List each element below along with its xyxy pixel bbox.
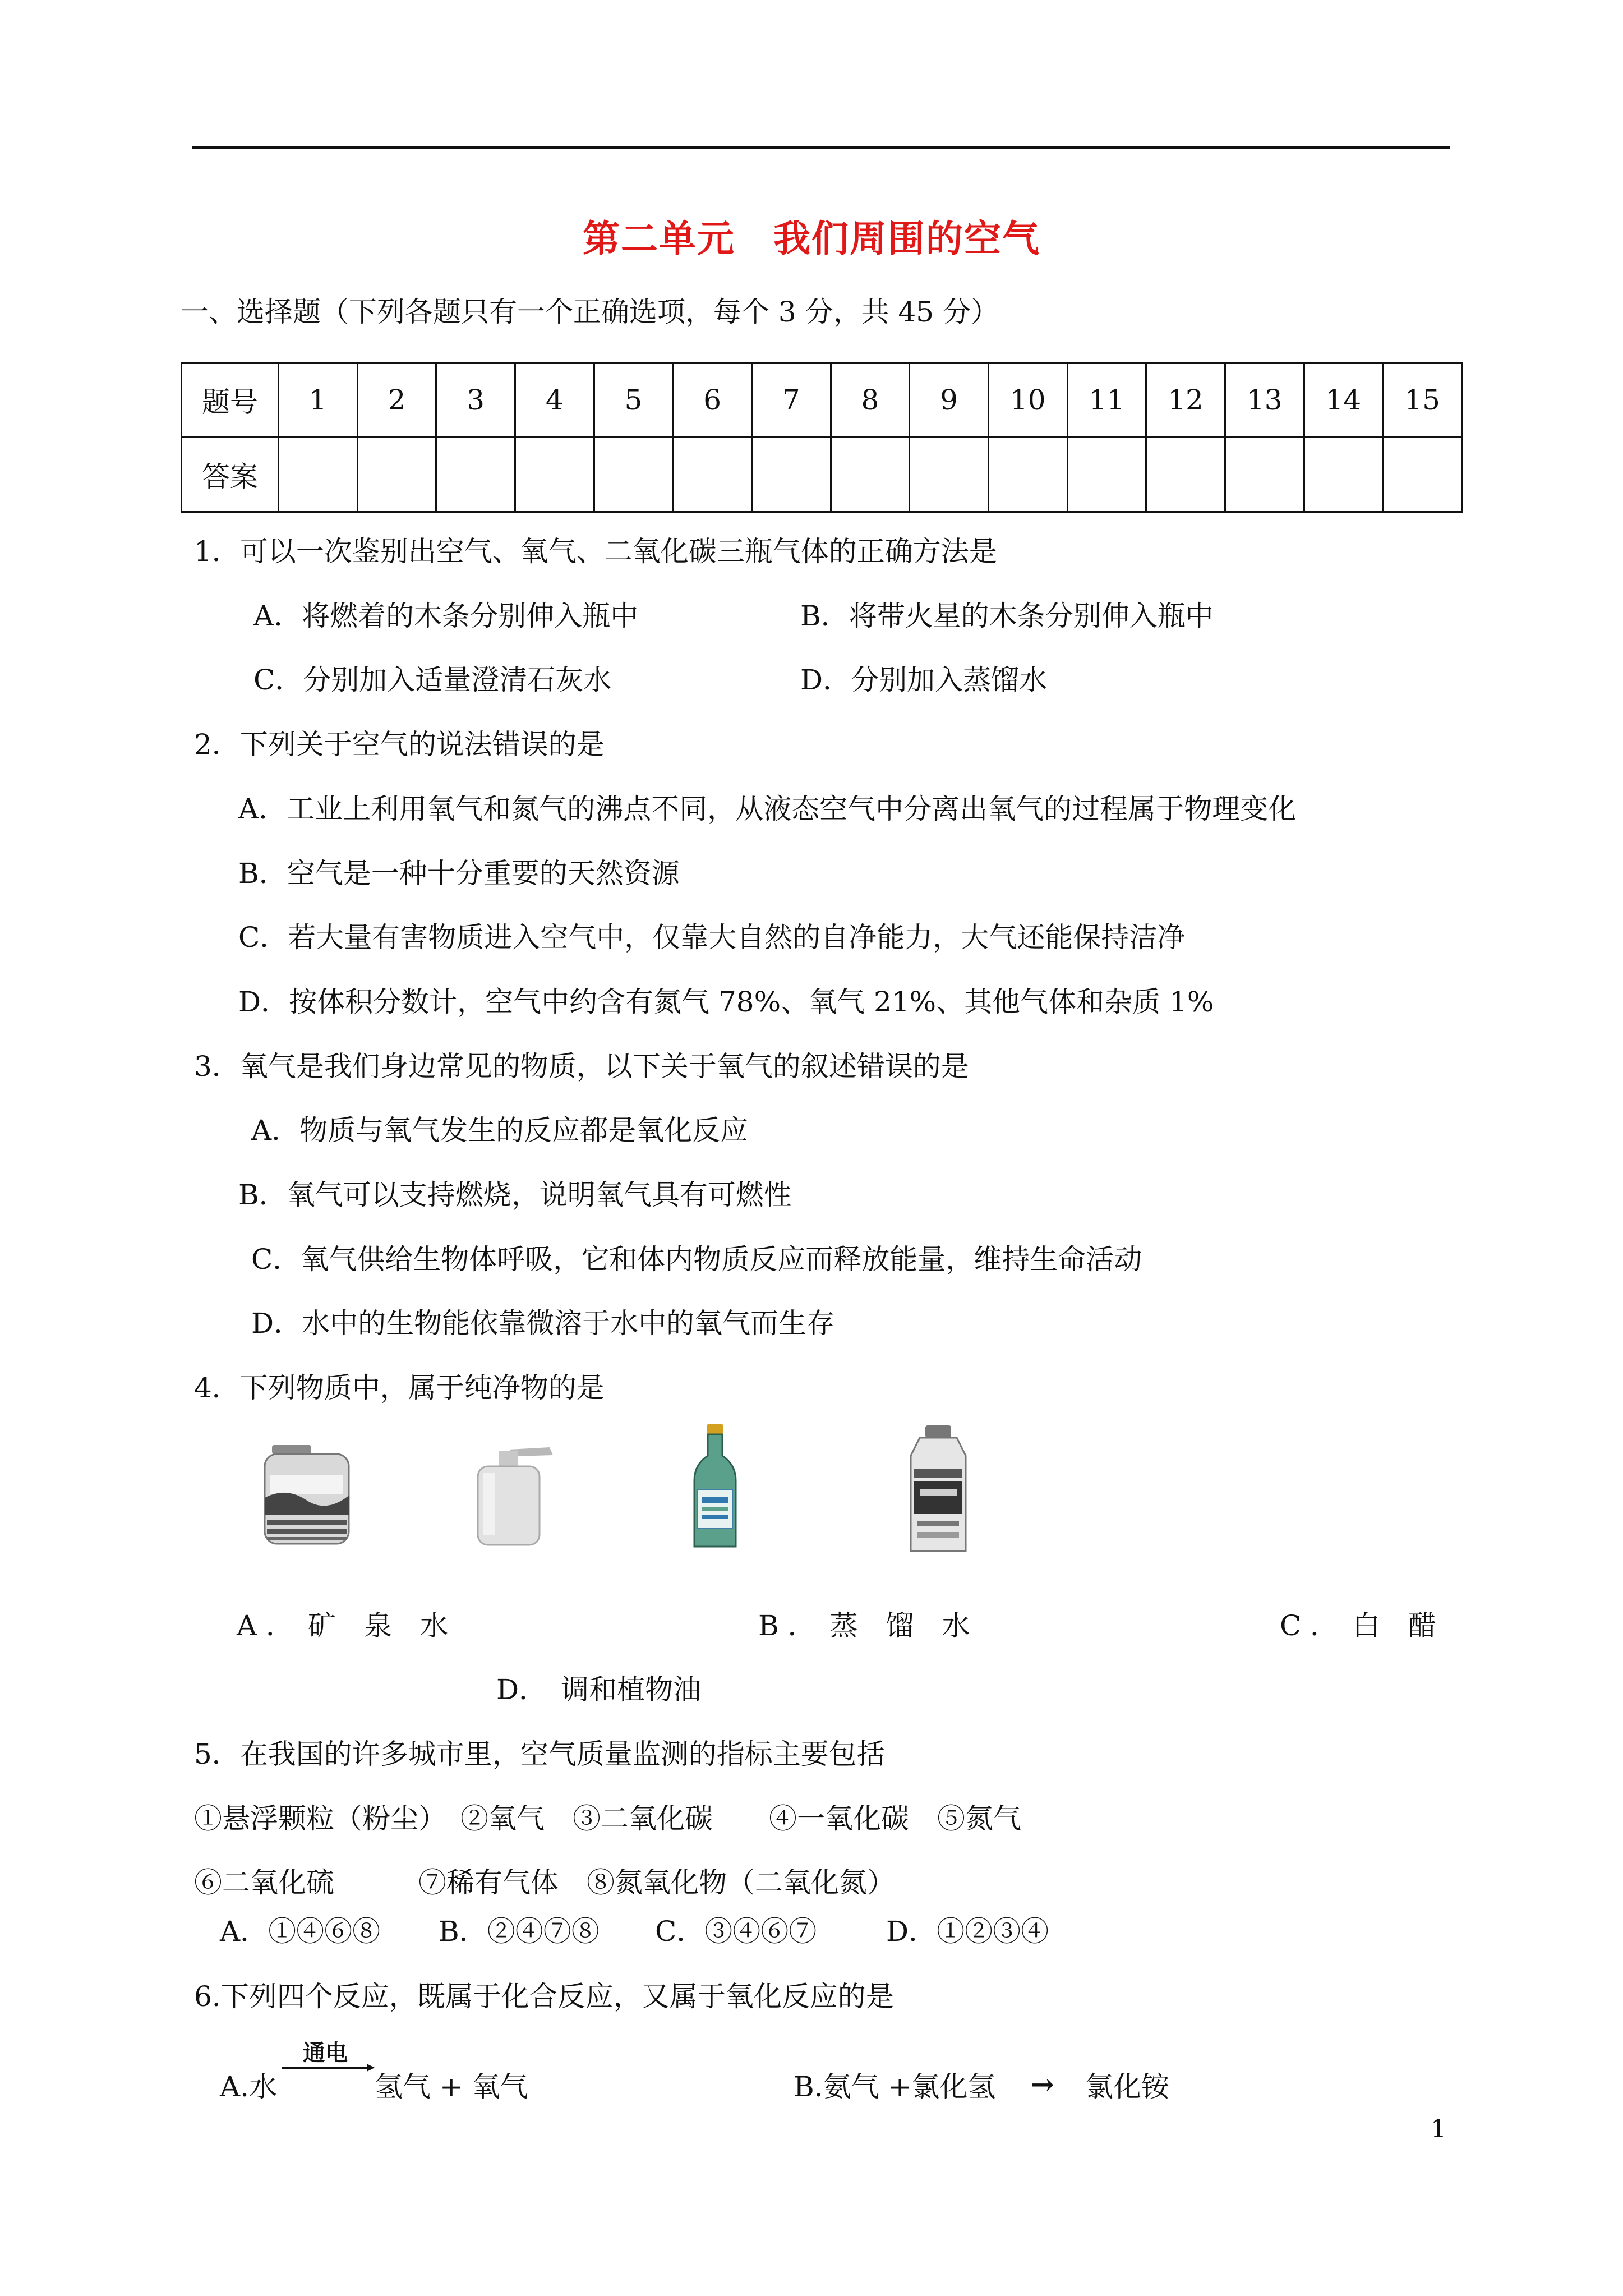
page-title: 第二单元 我们周围的空气 [583,217,1040,260]
answer-cell[interactable] [673,438,752,512]
q4-option-b: B ． 蒸 馏 水 [758,1609,970,1642]
answer-cell[interactable] [1225,438,1304,512]
q5-items-line2: ⑥二氧化硫 ⑦稀有气体 ⑧氮氧化物（二氧化氮） [194,1866,895,1899]
table-cell: 8 [831,363,910,438]
q3-option-d: D．水中的生物能依靠微溶于水中的氧气而生存 [251,1307,835,1340]
answer-cell[interactable] [1146,438,1225,512]
table-row [182,363,1462,438]
table-cell: 11 [1067,363,1146,438]
table-cell: 14 [1304,363,1383,438]
q3-option-a: A．物质与氧气发生的反应都是氧化反应 [251,1114,749,1147]
q3-option-c: C．氧气供给生物体呼吸，它和体内物质反应而释放能量，维持生命活动 [251,1243,1142,1276]
q3-stem: 3．氧气是我们身边常见的物质，以下关于氧气的叙述错误的是 [194,1050,969,1083]
answer-cell[interactable] [436,438,515,512]
table-cell: 15 [1383,363,1462,438]
q6-option-b-arrow: → [1031,2068,1054,2101]
q5-option-a: A．①④⑥⑧ [220,1915,381,1948]
answer-cell[interactable] [1383,438,1462,512]
answer-cell[interactable] [910,438,989,512]
q6-option-b-reactants: B.氨气 +氯化氢 [794,2070,996,2103]
table-cell: 7 [751,363,831,438]
answer-cell[interactable] [988,438,1067,512]
q4-option-c: C ． 白 醋 [1280,1609,1437,1642]
q5-stem: 5．在我国的许多城市里，空气质量监测的指标主要包括 [194,1738,885,1770]
q6-option-a-products: 氢气 + 氧气 [375,2070,528,2103]
answer-cell[interactable] [279,438,358,512]
answer-cell[interactable] [751,438,831,512]
q5-option-c: C．③④⑥⑦ [655,1915,817,1948]
vegetable-oil-image [903,1422,976,1557]
q5-option-b: B．②④⑦⑧ [439,1915,600,1948]
q2-option-c: C．若大量有害物质进入空气中，仅靠大自然的自净能力，大气还能保持洁净 [238,921,1186,954]
row-label-number: 题号 [182,363,279,438]
table-cell: 9 [910,363,989,438]
table-cell: 3 [436,363,515,438]
q1-stem: 1．可以一次鉴别出空气、氧气、二氧化碳三瓶气体的正确方法是 [194,535,997,568]
distilled-water-image [465,1442,561,1548]
q1-option-b: B．将带火星的木条分别伸入瓶中 [800,600,1214,632]
q4-stem: 4．下列物质中，属于纯净物的是 [194,1372,605,1404]
q2-stem: 2．下列关于空气的说法错误的是 [194,728,605,761]
q1-option-d: D．分别加入蒸馏水 [800,664,1048,696]
q1-option-a: A．将燃着的木条分别伸入瓶中 [253,600,639,632]
q2-option-b: B．空气是一种十分重要的天然资源 [238,857,680,890]
table-row [182,438,1462,512]
q1-option-c: C．分别加入适量澄清石灰水 [253,664,612,696]
reaction-arrow-icon [280,2062,376,2073]
q6-option-a-label: A.水 [220,2070,278,2103]
q5-option-d: D．①②③④ [886,1915,1049,1948]
q4-option-a: A ． 矿 泉 水 [237,1609,449,1642]
answer-cell[interactable] [831,438,910,512]
q4-option-d: D． 调和植物油 [496,1673,702,1706]
q2-option-d: D．按体积分数计，空气中约含有氮气 78%、氧气 21%、其他气体和杂质 1% [238,986,1214,1018]
table-cell: 5 [594,363,673,438]
row-label-answer: 答案 [182,438,279,512]
table-cell: 12 [1146,363,1225,438]
answer-table [181,362,1463,513]
answer-cell[interactable] [1067,438,1146,512]
q6-stem: 6.下列四个反应，既属于化合反应，又属于氧化反应的是 [194,1980,894,2013]
table-cell: 6 [673,363,752,438]
white-vinegar-image [690,1422,740,1551]
top-rule [192,146,1450,149]
mineral-water-image [252,1442,359,1548]
q6-option-b-product: 氯化铵 [1085,2070,1169,2103]
q5-items-line1: ①悬浮颗粒（粉尘） ②氧气 ③二氧化碳 ④一氧化碳 ⑤氮气 [194,1802,1021,1835]
table-cell: 4 [515,363,594,438]
q3-option-b: B．氧气可以支持燃烧，说明氧气具有可燃性 [238,1179,792,1211]
table-cell: 2 [357,363,436,438]
q6-reaction-condition: 通电 [303,2040,348,2066]
q2-option-a: A．工业上利用氧气和氮气的沸点不同，从液态空气中分离出氧气的过程属于物理变化 [238,793,1297,825]
answer-cell[interactable] [357,438,436,512]
answer-cell[interactable] [515,438,594,512]
section-heading: 一、选择题（下列各题只有一个正确选项，每个 3 分，共 45 分） [181,296,999,328]
answer-cell[interactable] [1304,438,1383,512]
table-cell: 13 [1225,363,1304,438]
answer-cell[interactable] [594,438,673,512]
page-number: 1 [1431,2115,1446,2143]
table-cell: 1 [279,363,358,438]
table-cell: 10 [988,363,1067,438]
